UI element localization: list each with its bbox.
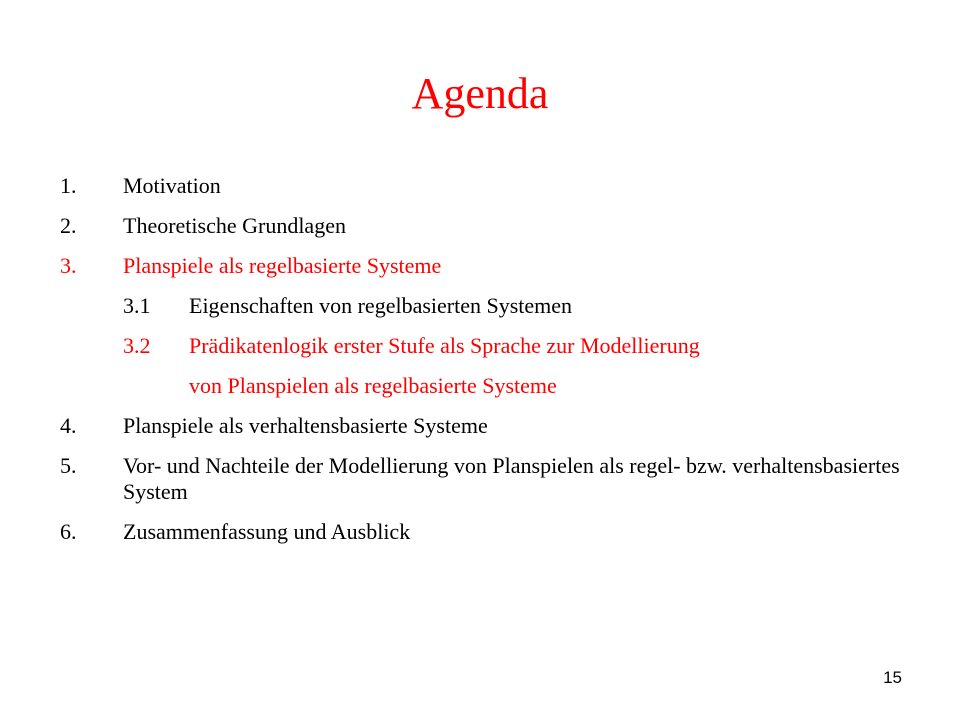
agenda-item-5 xyxy=(60,453,920,505)
agenda-subitem-number: 3.2 xyxy=(123,333,151,358)
agenda-item-number: 1. xyxy=(60,173,77,198)
agenda-item-6 xyxy=(60,519,920,545)
agenda-item-4 xyxy=(60,413,920,439)
agenda-item-number: 2. xyxy=(60,213,77,238)
agenda-item-number: 3. xyxy=(60,253,77,278)
agenda-item-number: 6. xyxy=(60,519,77,544)
agenda-item-1 xyxy=(60,173,920,199)
agenda-item-text: Planspiele als regelbasierte Systeme xyxy=(123,253,442,278)
agenda-item-text: Vor- und Nachteile der Modellierung von Planspielen als regel- bzw. verhaltensbasiertes System xyxy=(123,453,900,504)
slide-title: Agenda xyxy=(411,69,549,118)
agenda-item-3-current xyxy=(60,253,920,279)
agenda-subitem-text: Prädikatenlogik erster Stufe als Sprache zur Modellierung xyxy=(189,333,700,358)
agenda-subitem-3-2-continuation xyxy=(60,373,920,399)
page-number: 15 xyxy=(883,668,902,687)
agenda-item-number: 5. xyxy=(60,453,77,478)
agenda-item-text: Planspiele als verhaltensbasierte Systeme xyxy=(123,413,488,438)
agenda-subitem-3-2-current xyxy=(60,333,920,359)
agenda-item-number: 4. xyxy=(60,413,77,438)
agenda-subitem-text: Eigenschaften von regelbasierten Systemen xyxy=(189,293,573,318)
agenda-item-2 xyxy=(60,213,920,239)
agenda-list xyxy=(60,173,920,559)
agenda-item-text: Zusammenfassung und Ausblick xyxy=(123,519,411,544)
agenda-subitem-number: 3.1 xyxy=(123,293,151,318)
agenda-item-text: Theoretische Grundlagen xyxy=(123,213,346,238)
agenda-item-text: Motivation xyxy=(123,173,221,198)
agenda-subitem-continuation-text: von Planspielen als regelbasierte Systeme xyxy=(189,373,557,398)
agenda-subitem-3-1 xyxy=(60,293,920,319)
